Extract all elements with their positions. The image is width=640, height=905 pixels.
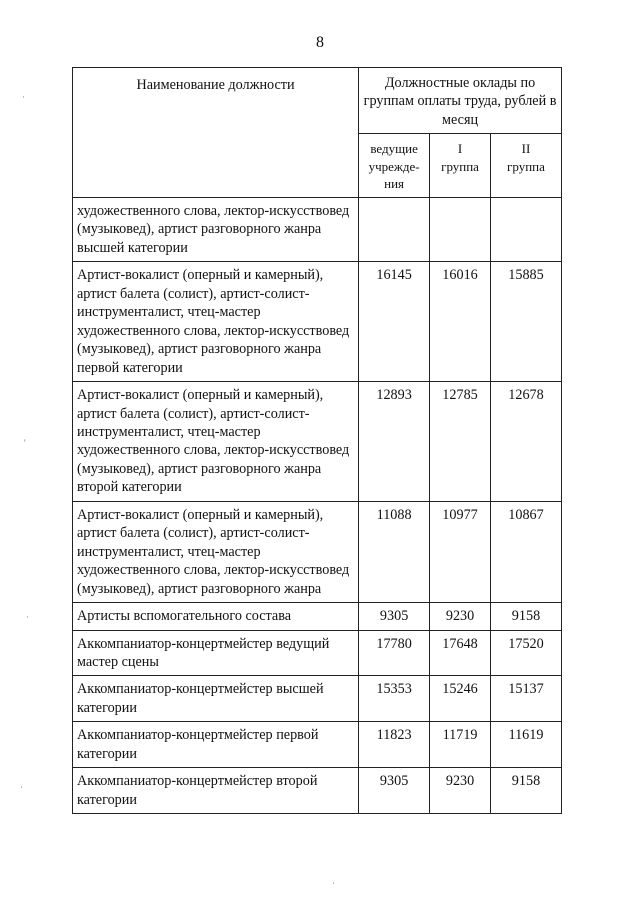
- table-row: [73, 262, 562, 382]
- salary-group-1: 11719: [430, 722, 491, 768]
- salary-group-2: 12678: [490, 382, 561, 502]
- position-name: художественного слова, лектор-искусствовед (музыковед), артист разговорного жанра высшей категории: [73, 198, 359, 262]
- salary-group-2: [490, 198, 561, 262]
- position-name: Аккомпаниатор-концертмейстер ведущий мастер сцены: [73, 630, 359, 676]
- table-row: [73, 382, 562, 502]
- header-leading-institutions: ведущие учрежде-ния: [359, 134, 430, 198]
- table-row: [73, 198, 562, 262]
- scan-speck: ·: [22, 92, 25, 102]
- header-row: [73, 68, 562, 134]
- scan-speck: ·: [20, 782, 23, 792]
- scan-speck: ·: [332, 878, 335, 888]
- position-name: Аккомпаниатор-концертмейстер второй категории: [73, 768, 359, 814]
- salary-group-1: [430, 198, 491, 262]
- salary-leading: 15353: [359, 676, 430, 722]
- table-row: [73, 676, 562, 722]
- salary-group-1: 9230: [430, 768, 491, 814]
- salary-group-1: 15246: [430, 676, 491, 722]
- salary-leading: 17780: [359, 630, 430, 676]
- salary-group-2: 17520: [490, 630, 561, 676]
- salary-group-1: 9230: [430, 603, 491, 630]
- salary-leading: 9305: [359, 768, 430, 814]
- scan-speck: ·: [26, 612, 29, 622]
- salary-leading: 11823: [359, 722, 430, 768]
- salary-group-2: 15137: [490, 676, 561, 722]
- header-group-1: [430, 134, 491, 198]
- header-group-2-number: II: [521, 141, 531, 157]
- table-row: [73, 501, 562, 602]
- position-name: Артист-вокалист (оперный и камерный), артист балета (солист), артист-солист-инструменталист, чтец-мастер художественного слова, лектор-искусствовед (музыковед), артист разговорного жанра первой категории: [73, 262, 359, 382]
- salary-leading: 16145: [359, 262, 430, 382]
- table-row: [73, 603, 562, 630]
- header-position: Наименование должности: [73, 68, 359, 198]
- header-group-1-number: I: [457, 141, 463, 157]
- header-group-1-word: группа: [441, 158, 479, 174]
- salary-group-2: 15885: [490, 262, 561, 382]
- salary-group-1: 16016: [430, 262, 491, 382]
- salary-group-2: 11619: [490, 722, 561, 768]
- salary-group-2: 9158: [490, 603, 561, 630]
- position-name: Артисты вспомогательного состава: [73, 603, 359, 630]
- position-name: Артист-вокалист (оперный и камерный), артист балета (солист), артист-солист-инструменталист, чтец-мастер художественного слова, лектор-искусствовед (музыковед), артист разговорного жанра: [73, 501, 359, 602]
- salary-leading: 9305: [359, 603, 430, 630]
- position-name: Аккомпаниатор-концертмейстер высшей категории: [73, 676, 359, 722]
- table-row: [73, 722, 562, 768]
- header-group-2: [490, 134, 561, 198]
- table-row: [73, 630, 562, 676]
- salary-leading: 11088: [359, 501, 430, 602]
- header-salary-group: Должностные оклады по группам оплаты труда, рублей в месяц: [359, 68, 562, 134]
- page-number: 8: [316, 34, 324, 51]
- salary-group-2: 9158: [490, 768, 561, 814]
- salary-leading: 12893: [359, 382, 430, 502]
- scan-speck: ': [24, 438, 26, 448]
- table-row: [73, 768, 562, 814]
- position-name: Артист-вокалист (оперный и камерный), артист балета (солист), артист-солист-инструменталист, чтец-мастер художественного слова, лектор-искусствовед (музыковед), артист разговорного жанра второй категории: [73, 382, 359, 502]
- salary-table: [72, 67, 562, 814]
- salary-group-1: 17648: [430, 630, 491, 676]
- salary-group-2: 10867: [490, 501, 561, 602]
- salary-group-1: 10977: [430, 501, 491, 602]
- salary-leading: [359, 198, 430, 262]
- salary-group-1: 12785: [430, 382, 491, 502]
- position-name: Аккомпаниатор-концертмейстер первой категории: [73, 722, 359, 768]
- header-group-2-word: группа: [507, 158, 545, 174]
